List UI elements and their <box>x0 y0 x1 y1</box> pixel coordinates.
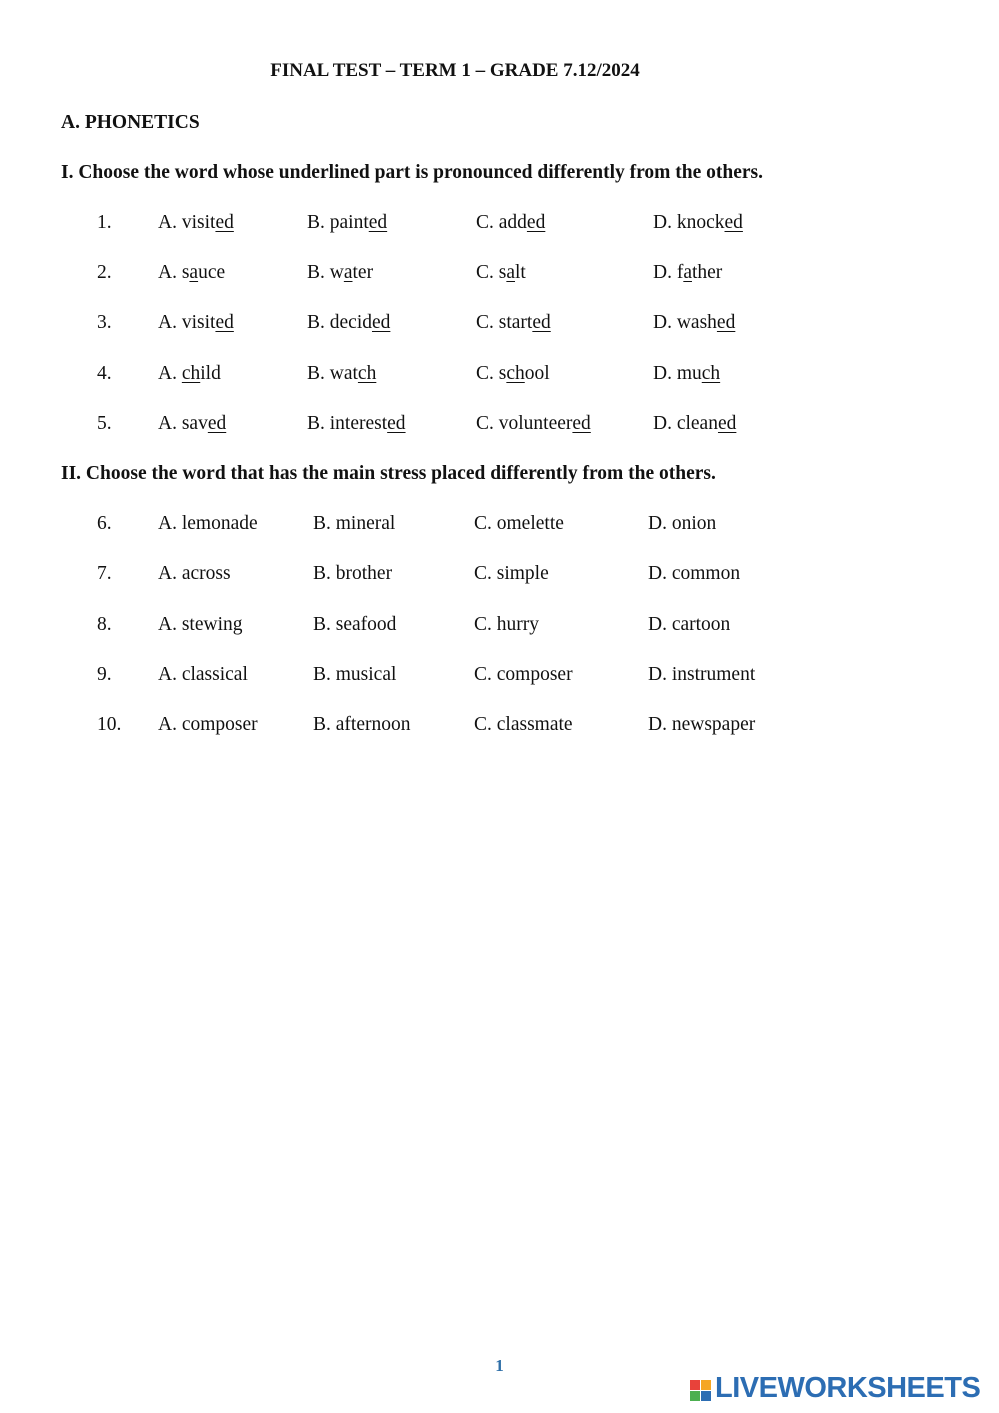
underlined-part: a <box>683 262 692 283</box>
underlined-part: ed <box>572 413 591 434</box>
underlined-part: ed <box>387 413 406 434</box>
answer-option: C. hurry <box>474 614 539 635</box>
underlined-part: ed <box>215 212 234 233</box>
answer-option: C. school <box>476 363 550 384</box>
answer-option: D. newspaper <box>648 714 756 735</box>
test-title: FINAL TEST – TERM 1 – GRADE 7.12/2024 <box>270 60 640 81</box>
question-row <box>0 513 999 541</box>
answer-option: A. lemonade <box>158 513 258 534</box>
answer-option: C. composer <box>474 664 573 685</box>
question-number: 1. <box>97 212 112 233</box>
answer-option: C. omelette <box>474 513 564 534</box>
underlined-part: ed <box>207 413 227 434</box>
answer-option: A. across <box>158 563 231 584</box>
underlined-part: ch <box>181 363 201 384</box>
answer-option: B. seafood <box>313 614 397 635</box>
underlined-part: ed <box>526 212 546 233</box>
underlined-part: ed <box>371 312 391 333</box>
answer-option: C. classmate <box>474 714 573 735</box>
underlined-part: a <box>189 262 199 283</box>
question-number: 8. <box>97 614 112 635</box>
answer-option: D. knocked <box>653 212 743 233</box>
underlined-part: a <box>506 262 516 283</box>
question-row <box>0 413 999 441</box>
question-row <box>0 664 999 692</box>
underlined-part: ed <box>724 212 743 233</box>
answer-option: D. father <box>653 262 723 283</box>
answer-option: B. brother <box>313 563 393 584</box>
liveworksheets-logo <box>690 1372 990 1406</box>
underlined-part: ed <box>716 312 736 333</box>
answer-option: C. volunteered <box>476 413 591 434</box>
question-number: 5. <box>97 413 112 434</box>
question-row <box>0 363 999 391</box>
answer-option: C. salt <box>476 262 526 283</box>
question-row <box>0 614 999 642</box>
answer-option: A. visited <box>158 312 234 333</box>
question-number: 6. <box>97 513 112 534</box>
answer-option: B. mineral <box>313 513 396 534</box>
logo-blocks-icon <box>690 1380 712 1402</box>
question-row <box>0 212 999 240</box>
underlined-part: ch <box>701 363 721 384</box>
answer-option: D. washed <box>653 312 736 333</box>
answer-option: D. much <box>653 363 721 384</box>
question-row <box>0 262 999 290</box>
answer-option: A. saved <box>158 413 227 434</box>
question-number: 9. <box>97 664 112 685</box>
page-number: 1 <box>495 1356 504 1375</box>
answer-option: D. common <box>648 563 741 584</box>
answer-option: A. child <box>158 363 221 384</box>
answer-option: B. afternoon <box>313 714 411 735</box>
underlined-part: a <box>343 262 353 283</box>
answer-option: C. added <box>476 212 546 233</box>
question-number: 2. <box>97 262 112 283</box>
underlined-part: ch <box>506 363 525 384</box>
answer-option: B. interested <box>307 413 406 434</box>
answer-option: C. started <box>476 312 551 333</box>
underlined-part: ed <box>368 212 388 233</box>
answer-option: A. composer <box>158 714 258 735</box>
answer-option: B. painted <box>307 212 388 233</box>
answer-option: D. onion <box>648 513 717 534</box>
underlined-part: ed <box>717 413 737 434</box>
answer-option: D. cartoon <box>648 614 731 635</box>
question-row <box>0 312 999 340</box>
part1-instruction: I. Choose the word whose underlined part is pronounced differently from the others. <box>61 162 764 183</box>
underlined-part: ch <box>357 363 377 384</box>
answer-option: B. water <box>307 262 374 283</box>
question-row <box>0 563 999 591</box>
part2-instruction: II. Choose the word that has the main stress placed differently from the others. <box>61 463 716 484</box>
answer-option: B. decided <box>307 312 391 333</box>
answer-option: C. simple <box>474 563 549 584</box>
question-row <box>0 714 999 742</box>
answer-option: B. musical <box>313 664 397 685</box>
section-heading: A. PHONETICS <box>61 112 200 133</box>
question-number: 10. <box>97 714 122 735</box>
answer-option: A. classical <box>158 664 248 685</box>
answer-option: B. watch <box>307 363 377 384</box>
logo-text: LIVEWORKSHEETS <box>715 1372 981 1404</box>
underlined-part: ed <box>215 312 234 333</box>
question-number: 4. <box>97 363 112 384</box>
answer-option: A. sauce <box>158 262 226 283</box>
answer-option: A. stewing <box>158 614 243 635</box>
answer-option: D. instrument <box>648 664 756 685</box>
question-number: 3. <box>97 312 112 333</box>
answer-option: A. visited <box>158 212 234 233</box>
answer-option: D. cleaned <box>653 413 737 434</box>
question-number: 7. <box>97 563 112 584</box>
underlined-part: ed <box>532 312 551 333</box>
